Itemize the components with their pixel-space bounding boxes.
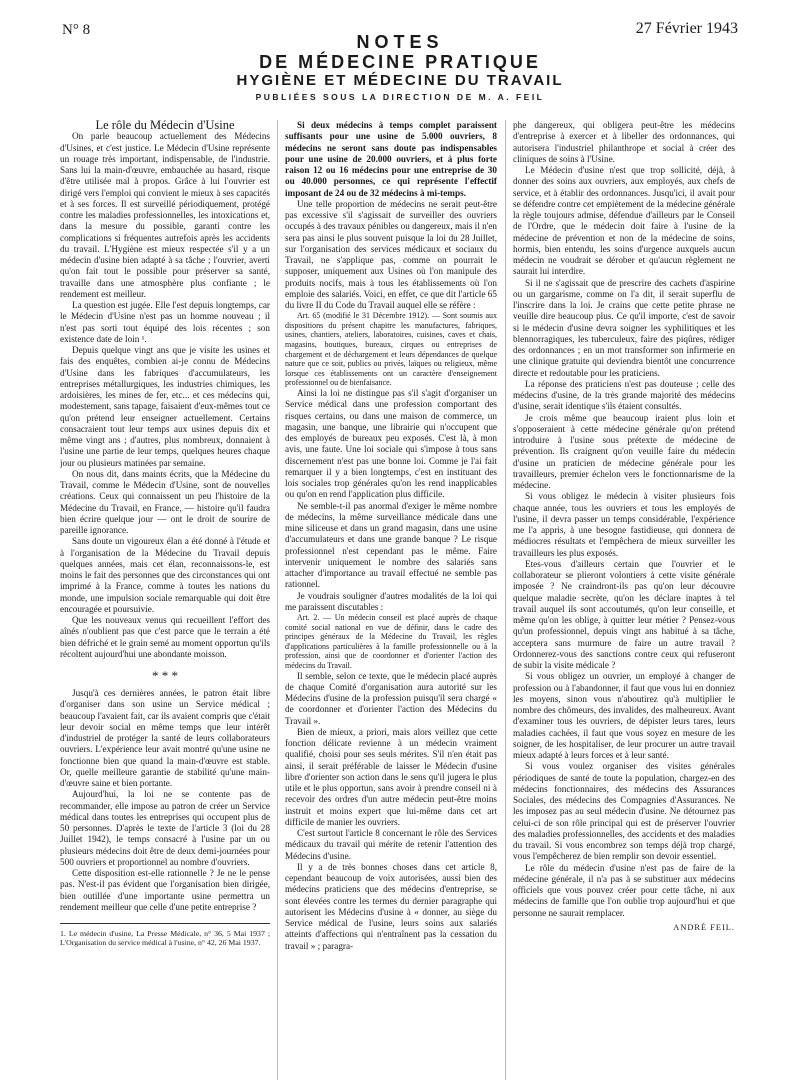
paragraph: Je crois même que beaucoup iraient plus loin et s'opposeraient à cette médecine générale qu'on prétend introduire à l'usine sous prétexte de médecine de prévention. Ils craignent qu'on veuille faire du médecin d'usine un praticien de médecine générale pour les travailleurs, premier échelon vers le fonctionnarisme de la médecine. xyxy=(513,412,735,490)
paragraph: Sans doute un vigoureux élan a été donné à l'étude et à l'organisation de la Médecine du Travail depuis quelques années, mais cet élan, reconnaissons-le, est moins le fait des personnes que des circonstances qui ont imprimé à la France, comme à toutes les nations du monde, une impulsion sociale remarquable qui doit être encouragée et poursuivie. xyxy=(60,536,270,614)
paragraph: Le rôle du médecin d'usine n'est pas de faire de la médecine générale, il n'a pas à se substituer aux médecins officiels que vous pouvez créer pour cette tâche, ni aux médecins de famille que l'on oublie trop aujourd'hui et que personne ne saurait remplacer. xyxy=(513,862,735,918)
page-number: N° 8 xyxy=(62,22,91,38)
masthead-title: NOTES xyxy=(356,32,444,52)
paragraph: Bien de mieux, a priori, mais alors veillez que cette fonction délicate revienne à un médecin vraiment qualifié, choisi pour ses seuls mérites. S'il n'en était pas ainsi, il serait préférable de laisser le Médecin d'usine libre d'orienter son action dans le sens qu'il jugera le plus utile et le plus opportun, sans avoir à prendre conseil ni à recevoir des ordres d'un autre médecin peut-être moins instruit et moins expert que lui-même dans cet art difficile de manier les ouvriers. xyxy=(285,726,497,827)
law-quote: Art. 2. — Un médecin conseil est placé auprès de chaque comité social national en vue de définir, dans le cadre des principes généraux de la Médecine du Travail, les règles d'applications particulières à la famille professionnelle ou à la profession, ainsi que de coordonner et d'orienter l'action des médecins du Travail. xyxy=(285,613,497,670)
section-separator: * * * xyxy=(152,668,178,683)
column-1 xyxy=(60,120,270,1080)
masthead-direction: PUBLIÉES SOUS LA DIRECTION DE M. A. FEIL xyxy=(255,92,545,102)
law-quote: Art. 65 (modifié le 31 Décembre 1912). — Sont soumis aux dispositions du présent chapitre les manufactures, fabriques, usines, chantiers, ateliers, laboratoires, cuisines, caves et chais, magasins, boutiques, bureaux, cirques ou entreprises de chargement et de déchargement et leurs dépendances de quelque nature que ce soit, publics ou privés, laïques ou religieux, même lorsque ces établissements ont un caractère d'enseignement professionnel ou de bienfaisance. xyxy=(285,311,497,388)
masthead-section: HYGIÈNE ET MÉDECINE DU TRAVAIL xyxy=(236,72,564,89)
masthead-subtitle: DE MÉDECINE PRATIQUE xyxy=(259,52,541,72)
paragraph: Si il ne s'agissait que de prescrire des cachets d'aspirine ou un gargarisme, comme on l'a dit, il serait superflu de l'inscrire dans la loi. Je crains que cette petite phrase ne veuille dire beaucoup plus. Ce qu'il importe, c'est de savoir si le médecin d'usine devra soigner les syphilitiques et les blennorragiques, les tuberculeux, faire des piqûres, rédiger des ordonnances ; en un mot transformer son infirmerie en une clinique gratuite qui deviendra bientôt une concurrence directe et redoutable pour les praticiens. xyxy=(513,277,735,378)
paragraph: La réponse des praticiens n'est pas douteuse ; celle des médecins d'usine, de la très grande majorité des médecins d'usine, serait identique s'ils étaient consultés. xyxy=(513,378,735,412)
paragraph: Il semble, selon ce texte, que le médecin placé auprès de chaque Comité d'organisation aura autorité sur les Médecins d'usine de la profession puisqu'il sera chargé « de coordonner et d'orienter l'action des Médecins du Travail ». xyxy=(285,670,497,726)
paragraph: Je voudrais souligner d'autres modalités de la loi qui me paraissent discutables : xyxy=(285,590,497,612)
paragraph: Etes-vous d'ailleurs certain que l'ouvrier et le collaborateur se plieront volontiers à cette visite générale imposée ? Ne craindront-ils pas qu'on leur découvre quelque maladie secrète, qu'on les déclare inaptes à tel travail auquel ils sont accoutumés, qu'on leur conseille, et même qu'on les oblige, à quitter leur métier ? Pensez-vous qu'un professionnel, depuis vingt ans habitué à sa tâche, acceptera sans murmure de faire un autre travail ? Ordonnerez-vous des sanctions contre ceux qui refuseront de subir la visite médicale ? xyxy=(513,558,735,670)
column-divider xyxy=(505,120,506,1080)
paragraph: Depuis quelque vingt ans que je visite les usines et fais des enquêtes, combien ai-je connu de Médecins d'Usine dans les fabriques d'accumulateurs, les entreprises métallurgiques, les industries chimiques, les ardoisières, les mines de fer, etc... et ces médecins qui, modestement, sans tapage, faisaient d'eux-mêmes tout ce qu'on prétend leur enseigner actuellement. Certains consacraient tout leur temps aux usines depuis dix et même vingt ans ; d'autres, plus nombreux, donnaient à l'usine une partie de leur temps, quelques heures chaque jour ou plusieurs matinées par semaine. xyxy=(60,345,270,468)
author-signature: ANDRÉ FEIL. xyxy=(673,922,735,932)
paragraph: Si vous obligez le médecin à visiter plusieurs fois chaque année, tous les ouvriers et tous les employés de l'usine, il devra passer un temps considérable, l'expérience me l'a appris, à une besogne fastidieuse, qui donnera de médiocres résultats et l'empêchera de mieux surveiller les travailleurs les plus exposés. xyxy=(513,491,735,558)
paragraph: phe dangereux, qui obligera peut-être les médecins d'entreprise à exercer et à libeller des ordonnances, qui autorisera l'industriel philanthrope et social à créer des cliniques de soins à l'Usine. xyxy=(513,120,735,164)
issue-date: 27 Février 1943 xyxy=(635,20,738,37)
column-2 xyxy=(285,120,497,1080)
paragraph: Jusqu'à ces dernières années, le patron était libre d'organiser dans son usine un Service médical ; beaucoup l'avaient fait, car ils avaient compris que c'était leur devoir social en même temps que leur intérêt d'industriel de protéger la santé de leurs collaborateurs ouvriers. L'expérience leur avait montré qu'une usine ne fonctionne bien que quand la main-d'œuvre est stable. Or, quelle meilleure garantie de stabilité qu'une main-d'œuvre saine et bien portante. xyxy=(60,688,270,788)
paragraph: Ne semble-t-il pas anormal d'exiger le même nombre de médecins, la même surveillance médicale dans une mine siliceuse et dans un grand magasin, dans une usine d'accumulateurs et dans une grande banque ? Le risque professionnel n'est cependant pas le même. Faire intervenir uniquement le nombre des salariés sans attacher d'importance au travail effectué ne semble pas rationnel. xyxy=(285,500,497,590)
paragraph: Aujourd'hui, la loi ne se contente pas de recommander, elle impose au patron de créer un Service médical dans toutes les entreprises qui occupent plus de 50 personnes. D'après le texte de l'article 3 (loi du 28 Juillet 1942), le temps consacré à l'usine par un ou plusieurs médecins doit être de deux demi-journées pour 500 ouvriers et proportionnel au nombre d'ouvriers. xyxy=(60,789,270,867)
paragraph: On nous dit, dans maints écrits, que la Médecine du Travail, comme le Médecin d'Usine, sont de nouvelles créations. Ceux qui connaissent un peu l'histoire de la Médecine du Travail, en France, — histoire qu'il faudra bien écrire quelque jour — ont le droit de sourire de pareille ignorance. xyxy=(60,468,270,535)
paragraph: Le Médecin d'usine n'est que trop sollicité, déjà, à donner des soins aux ouvriers, aux employés, aux chefs de service, et à établir des ordonnances. Jusqu'ici, il avait pour se défendre contre cet empiètement de la médecine générale la règle toujours admise, défendue d'ailleurs par le Conseil de l'Ordre, que le médecin doit faire à l'usine de la médecine de prévention et non de la médecine de soins, hormis, bien entendu, les soins d'urgence auxquels aucun médecin ne voudrait se dérober et qu'aucun règlement ne saurait lui interdire. xyxy=(513,165,735,277)
paragraph: Ainsi la loi ne distingue pas s'il s'agit d'organiser un Service médical dans une profession comportant des risques certains, ou dans une maison de commerce, un magasin, une banque, une librairie qui n'occupent que des employés de bureaux peu exposés. C'est là, à mon avis, une faute. Une loi sociale qui s'impose à tous sans discernement n'est pas une bonne loi. Comme je l'ai fait remarquer il y a bien longtemps, c'est en instituant des lois sociales trop générales qu'on les rend inapplicables ou qu'on en rend l'application plus difficile. xyxy=(285,388,497,500)
article-title: Le rôle du Médecin d'Usine xyxy=(95,120,235,132)
paragraph: On parle beaucoup actuellement des Médecins d'Usines, et c'est justice. Le Médecin d'Usine représente un rouage très important, indispensable, de l'industrie. Sans lui la main-d'œuvre, embauchée au hasard, risque d'être utilisée mal à propos. Grâce à lui l'ouvrier est dirigé vers l'emploi qui convient le mieux à ses capacités et à ses forces. Il est surveillé périodiquement, protégé contre les maladies professionnelles, les intoxications et, dans la mesure du possible, garanti contre les complications si fréquentes autrefois après les accidents du travail. L'Hygiène est mieux respectée s'il y a un médecin d'usine bien adapté à sa tâche ; l'ouvrier, averti qu'on fait tout le possible pour préserver sa santé, travaille dans une atmosphère plus confiante ; le rendement est meilleur. xyxy=(60,131,270,299)
column-divider xyxy=(277,120,278,1080)
paragraph: La question est jugée. Elle l'est depuis longtemps, car le Médecin d'Usine n'est pas un homme nouveau ; il n'est pas sorti tout équipé des lois récentes ; son existence date de loin ¹. xyxy=(60,300,270,344)
paragraph: Il y a de très bonnes choses dans cet article 8, cependant beaucoup de voix autorisées, aussi bien des médecins praticiens que des médecins d'entreprise, se sont élevées contre les termes du dernier paragraphe qui autorisent les Médecins d'usine à « donner, au siège du Service médical de l'usine, leurs soins aux salariés atteints d'affections qui n'entraînent pas la cessation du travail » ; paragra- xyxy=(285,861,497,951)
paragraph: Si deux médecins à temps complet paraissent suffisants pour une usine de 5.000 ouvriers, 8 médecins ne seront sans doute pas indispensables pour une usine de 20.000 ouvriers, et à plus forte raison 12 ou 16 médecins pour une entreprise de 30 ou 40.000 personnes, ce qui représente l'effectif imposant de 24 ou de 32 médecins à mi-temps. xyxy=(285,120,497,198)
paragraph: Que les nouveaux venus qui recueillent l'effort des aînés n'oublient pas que c'est parce que le terrain a été bien défriché et le grain semé au moment opportun qu'ils récoltent aujourd'hui une abondante moisson. xyxy=(60,615,270,659)
footnote: 1. Le médecin d'usine, La Presse Médicale, n° 36, 5 Mai 1937 ; L'Organisation du service médical à l'usine, n° 42, 26 Mai 1937. xyxy=(60,929,270,948)
paragraph: Si vous obligez un ouvrier, un employé à changer de profession ou à l'abandonner, il faut que vous lui en donniez les moyens, sinon vous n'aboutirez qu'à multiplier le nombre des chômeurs, des invalides, des malheureux. Avant d'examiner tous les ouvriers, de dépister leurs tares, leurs maladies cachées, il faut que vous soyez en mesure de les soigner, de les hospitaliser, de leur procurer un autre travail mieux adapté à leurs forces et à leur santé. xyxy=(513,671,735,760)
masthead xyxy=(0,32,800,104)
paragraph: Cette disposition est-elle rationnelle ? Je ne le pense pas. N'est-il pas évident que l'organisation bien dirigée, bien outillée d'une importante usine permettra un rendement meilleur que celle d'une petite entreprise ? xyxy=(60,868,270,912)
footnote-rule xyxy=(60,923,270,924)
paragraph: Une telle proportion de médecins ne serait peut-être pas excessive s'il s'agissait de surveiller des ouvriers occupés à des travaux pénibles ou dangereux, mais il n'en sera pas ainsi le plus souvent puisque la loi du 28 Juillet, sur l'organisation des services médicaux et sociaux du Travail, ne s'applique pas, comme on pourrait le supposer, uniquement aux Usines où l'on manipule des produits nocifs, mais à tous les établissements où l'on emploie des salariés. Voici, en effet, ce que dit l'article 65 du livre II du Code du Travail auquel elle se réfère : xyxy=(285,198,497,310)
paragraph: C'est surtout l'article 8 concernant le rôle des Services médicaux du travail qui mérite de retenir l'attention des Médecins d'usine. xyxy=(285,828,497,861)
column-3 xyxy=(513,120,735,1080)
paragraph: Si vous voulez organiser des visites générales périodiques de santé de toute la population, chargez-en des médecins fonctionnaires, des médecins des Assurances Sociales, des médecins des Compagnies d'Assurances. Ne les imposez pas au seul médecin d'usine. Ne détournez pas celui-ci de son rôle principal qui est de préserver l'ouvrier des maladies professionnelles, des accidents et des maladies du travail. Si vous encombrez son temps déjà trop chargé, vous l'empêcherez de bien remplir son devoir essentiel. xyxy=(513,761,735,862)
